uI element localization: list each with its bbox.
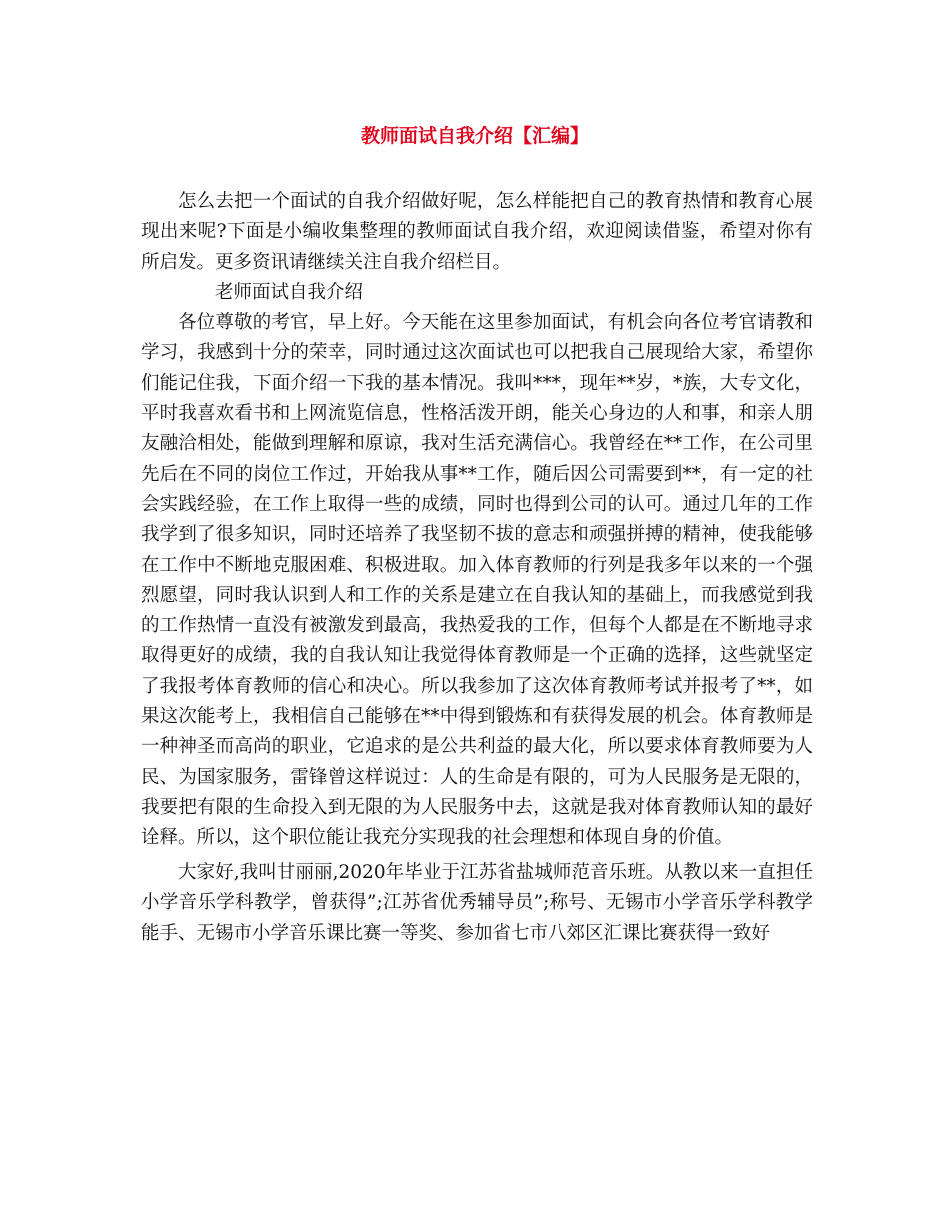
subheading-text: 老师面试自我介绍 [215,281,364,303]
document-body [141,187,813,949]
document-title: 教师面试自我介绍【汇编】 [360,125,589,147]
section-subheading [141,278,813,308]
body-paragraph: 大家好,我叫甘丽丽,2020年毕业于江苏省盐城师范音乐班。从教以来一直担任小学音乐学科教学，曾获得”;江苏省优秀辅导员”;称号、无锡市小学音乐学科教学能手、无锡市小学音乐课比赛一等奖、参加省七市八郊区汇课比赛获得一致好 [141,861,813,944]
intro-paragraph: 怎么去把一个面试的自我介绍做好呢，怎么样能把自己的教育热情和教育心展现出来呢?下面是小编收集整理的教师面试自我介绍，欢迎阅读借鉴，希望对你有所启发。更多资讯请继续关注自我介绍栏目。 [141,191,813,273]
body-paragraph: 各位尊敬的考官，早上好。今天能在这里参加面试，有机会向各位考官请教和学习，我感到十分的荣幸，同时通过这次面试也可以把我自己展现给大家，希望你们能记住我，下面介绍一下我的基本情况。我叫***，现年**岁，*族，大专文化，平时我喜欢看书和上网流览信息，性格活泼开朗，能关心身边的人和事，和亲人朋友融洽相处，能做到理解和原谅，我对生活充满信心。我曾经在**工作，在公司里先后在不同的岗位工作过，开始我从事**工作，随后因公司需要到**，有一定的社会实践经验，在工作上取得一些的成绩，同时也得到公司的认可。通过几年的工作我学到了很多知识，同时还培养了我坚韧不拔的意志和顽强拼搏的精神，使我能够在工作中不断地克服困难、积极进取。加入体育教师的行列是我多年以来的一个强烈愿望，同时我认识到人和工作的关系是建立在自我认知的基础上，而我感觉到我的工作热情一直没有被激发到最高，我热爱我的工作，但每个人都是在不断地寻求取得更好的成绩，我的自我认知让我觉得体育教师是一个正确的选择，这些就坚定了我报考体育教师的信心和决心。所以我参加了这次体育教师考试并报考了**，如果这次能考上，我相信自己能够在**中得到锻炼和有获得发展的机会。体育教师是一种神圣而高尚的职业，它追求的是公共利益的最大化，所以要求体育教师要为人民、为国家服务，雷锋曾这样说过：人的生命是有限的，可为人民服务是无限的，我要把有限的生命投入到无限的为人民服务中去，这就是我对体育教师认知的最好诠释。所以，这个职位能让我充分实现我的社会理想和体现自身的价值。 [141,312,813,849]
